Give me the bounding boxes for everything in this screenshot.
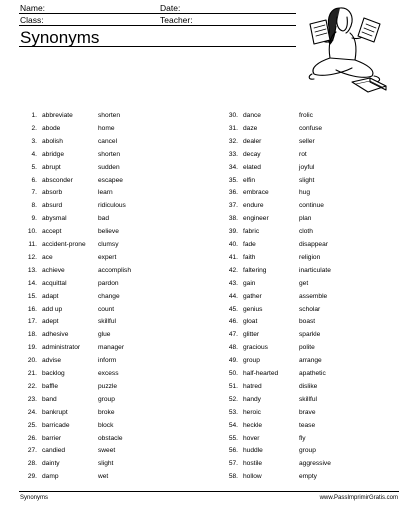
word-row: [0, 163, 418, 173]
synonym: apathetic: [299, 370, 326, 377]
row-number: 22.: [27, 382, 37, 390]
word: adhesive: [42, 331, 69, 339]
word-row: [0, 227, 418, 237]
row-number: 24.: [27, 408, 37, 416]
synonym: sparkle: [299, 331, 321, 339]
row-number: 12.: [27, 253, 37, 261]
synonym: shorten: [98, 112, 120, 119]
word-row: [0, 176, 418, 186]
row-number: 1.: [31, 112, 37, 119]
row-number: 47.: [228, 331, 238, 339]
row-number: 31.: [228, 124, 238, 132]
word: fade: [243, 241, 256, 248]
word-row: [0, 369, 418, 379]
row-number: 40.: [228, 241, 238, 248]
synonym: sudden: [98, 163, 120, 171]
synonym: get: [299, 279, 309, 287]
word: hollow: [243, 473, 262, 481]
synonym: broke: [98, 408, 115, 416]
row-number: 13.: [27, 266, 37, 274]
word: dance: [243, 112, 261, 119]
word: barrier: [42, 434, 62, 442]
synonym: shorten: [98, 150, 120, 158]
word: gather: [243, 292, 262, 300]
synonym: rot: [299, 150, 307, 158]
row-number: 8.: [31, 202, 37, 210]
reading-woman-illustration: [300, 2, 400, 102]
synonym: seller: [299, 137, 315, 145]
word: administrator: [42, 344, 81, 352]
synonym: dislike: [299, 382, 318, 390]
synonym: pardon: [98, 279, 119, 287]
word: damp: [42, 473, 59, 481]
word: hatred: [243, 382, 262, 390]
word-row: [0, 240, 418, 250]
row-number: 18.: [27, 331, 37, 339]
word-row: [0, 305, 418, 315]
synonym: learn: [98, 189, 113, 197]
row-number: 43.: [228, 279, 238, 287]
word-row: [0, 201, 418, 211]
row-number: 57.: [228, 460, 238, 468]
row-number: 53.: [228, 408, 238, 416]
word: backlog: [42, 370, 65, 377]
row-number: 46.: [228, 318, 238, 326]
row-number: 34.: [228, 163, 238, 171]
word-row: [0, 279, 418, 289]
synonym: puzzle: [98, 382, 118, 390]
word-row: [0, 317, 418, 327]
word: dainty: [42, 460, 60, 468]
word: abysmal: [42, 215, 67, 223]
row-number: 6.: [31, 176, 37, 184]
row-number: 7.: [31, 189, 37, 197]
footer-right: www.PassImprimirGratis.com: [319, 495, 398, 501]
synonym: continue: [299, 202, 324, 210]
name-line: [19, 13, 296, 14]
synonym: ridiculous: [98, 202, 126, 210]
word-row: [0, 124, 418, 134]
word: heroic: [243, 408, 261, 416]
word-row: [0, 356, 418, 366]
word: elfin: [243, 176, 256, 184]
row-number: 23.: [27, 395, 37, 403]
word: decay: [243, 150, 261, 158]
synonym: skillful: [98, 318, 116, 326]
synonym: frolic: [299, 112, 313, 119]
synonym: arrange: [299, 357, 322, 365]
row-number: 52.: [228, 395, 238, 403]
row-number: 37.: [228, 202, 238, 210]
row-number: 14.: [27, 279, 37, 287]
word: barricade: [42, 421, 70, 429]
word-row: [0, 459, 418, 469]
word: handy: [243, 395, 261, 403]
word-row: [0, 382, 418, 392]
synonym: plan: [299, 215, 312, 223]
row-number: 29.: [27, 473, 37, 481]
word-row: [0, 150, 418, 160]
row-number: 38.: [228, 215, 238, 223]
row-number: 19.: [27, 344, 37, 352]
word-row: [0, 214, 418, 224]
word: accept: [42, 228, 62, 236]
row-number: 39.: [228, 228, 238, 236]
page-title: Synonyms: [20, 28, 100, 47]
synonym: scholar: [299, 305, 321, 313]
synonym: excess: [98, 370, 119, 377]
name-label: Name:: [20, 3, 46, 13]
word-row: [0, 434, 418, 444]
row-number: 20.: [27, 357, 37, 365]
word: glitter: [243, 331, 260, 339]
word-row: [0, 266, 418, 276]
word-row: [0, 408, 418, 418]
word: hostile: [243, 460, 263, 468]
row-number: 11.: [28, 241, 37, 248]
word-row: [0, 111, 418, 121]
word: adept: [42, 318, 59, 326]
word-row: [0, 343, 418, 353]
word: bankrupt: [42, 408, 68, 416]
word: huddle: [243, 447, 263, 455]
word: endure: [243, 202, 264, 210]
word: absurd: [42, 202, 63, 210]
row-number: 16.: [27, 305, 37, 313]
word: genius: [243, 305, 263, 313]
word-row: [0, 472, 418, 482]
word: band: [42, 395, 57, 403]
synonym: inarticulate: [299, 266, 331, 274]
row-number: 44.: [228, 292, 238, 300]
row-number: 27.: [27, 447, 37, 455]
synonym: disappear: [299, 241, 328, 248]
row-number: 56.: [228, 447, 238, 455]
synonym: escapee: [98, 176, 123, 184]
synonym: confuse: [299, 124, 323, 132]
synonym: obstacle: [98, 434, 123, 442]
word: daze: [243, 124, 258, 132]
word: abridge: [42, 150, 64, 158]
synonym: slight: [299, 176, 315, 184]
teacher-label: Teacher:: [160, 15, 193, 25]
word: abolish: [42, 137, 63, 145]
word-row: [0, 292, 418, 302]
word: abbreviate: [42, 112, 73, 119]
synonym: joyful: [299, 163, 315, 171]
row-number: 9.: [31, 215, 37, 223]
row-number: 5.: [31, 163, 37, 171]
word: add up: [42, 305, 63, 313]
row-number: 42.: [228, 266, 238, 274]
synonym: accomplish: [98, 266, 131, 274]
row-number: 33.: [228, 150, 238, 158]
word: acquittal: [42, 279, 67, 287]
word: abrupt: [42, 163, 61, 171]
word-row: [0, 188, 418, 198]
row-number: 21.: [27, 370, 37, 377]
word: half-hearted: [243, 370, 279, 377]
row-number: 49.: [228, 357, 238, 365]
row-number: 17.: [27, 318, 37, 326]
word-row: [0, 137, 418, 147]
synonym: cancel: [98, 137, 118, 145]
date-label: Date:: [160, 3, 181, 13]
row-number: 28.: [27, 460, 37, 468]
synonym: home: [98, 124, 115, 132]
word: ace: [42, 253, 53, 261]
synonym: brave: [299, 408, 316, 416]
word: hover: [243, 434, 260, 442]
row-number: 45.: [228, 305, 238, 313]
synonym: count: [98, 305, 115, 313]
row-number: 51.: [228, 382, 238, 390]
row-number: 54.: [228, 421, 238, 429]
row-number: 10.: [27, 228, 37, 236]
row-number: 26.: [27, 434, 37, 442]
word: abode: [42, 124, 61, 132]
word: candied: [42, 447, 66, 455]
synonym: fly: [299, 434, 306, 442]
word-row: [0, 446, 418, 456]
synonym: change: [98, 292, 120, 300]
synonym: manager: [98, 344, 125, 352]
word: heckle: [243, 421, 263, 429]
row-number: 4.: [31, 150, 37, 158]
row-number: 35.: [228, 176, 238, 184]
synonym: cloth: [299, 228, 313, 236]
class-line: [19, 25, 296, 26]
word: baffle: [42, 382, 59, 390]
row-number: 30.: [228, 112, 238, 119]
word: elated: [243, 163, 261, 171]
row-number: 25.: [27, 421, 37, 429]
class-label: Class:: [20, 15, 44, 25]
word: group: [243, 357, 260, 365]
footer-left: Synonyms: [20, 495, 49, 501]
synonym: polite: [299, 344, 315, 352]
synonym: inform: [98, 357, 117, 365]
word-row: [0, 421, 418, 431]
row-number: 15.: [27, 292, 37, 300]
synonym: clumsy: [98, 241, 119, 248]
word-row: [0, 395, 418, 405]
footer-divider: [19, 491, 399, 492]
row-number: 48.: [228, 344, 238, 352]
word: fabric: [243, 228, 260, 236]
word: achieve: [42, 266, 65, 274]
word: faltering: [243, 266, 267, 274]
row-number: 50.: [228, 370, 238, 377]
synonym: skillful: [299, 395, 317, 403]
word: gain: [243, 279, 256, 287]
row-number: 55.: [228, 434, 238, 442]
word: absorb: [42, 189, 63, 197]
word-row: [0, 253, 418, 263]
word: gracious: [243, 344, 268, 352]
word: engineer: [243, 215, 269, 223]
row-number: 36.: [228, 189, 238, 197]
synonym: slight: [98, 460, 114, 468]
synonym: tease: [299, 421, 316, 429]
row-number: 32.: [228, 137, 238, 145]
synonym: assemble: [299, 292, 328, 300]
synonym: bad: [98, 215, 110, 223]
word: gloat: [243, 318, 258, 326]
synonym: boast: [299, 318, 316, 326]
synonym: empty: [299, 473, 317, 481]
synonym: block: [98, 421, 114, 429]
row-number: 3.: [31, 137, 37, 145]
synonym: hug: [299, 189, 311, 197]
word: advise: [42, 357, 62, 365]
synonym: sweet: [98, 447, 116, 455]
synonym: believe: [98, 228, 119, 236]
synonym: glue: [98, 331, 111, 339]
synonym: aggressive: [299, 460, 331, 468]
word: adapt: [42, 292, 59, 300]
row-number: 58.: [228, 473, 238, 481]
row-number: 41.: [228, 253, 238, 261]
word: faith: [243, 253, 256, 261]
word: embrace: [243, 189, 269, 197]
word-row: [0, 330, 418, 340]
word: accident-prone: [42, 241, 86, 248]
synonym: group: [98, 395, 115, 403]
synonym: expert: [98, 253, 117, 261]
synonym: wet: [98, 473, 109, 481]
synonym: religion: [299, 253, 321, 261]
word: dealer: [243, 137, 262, 145]
synonym: group: [299, 447, 316, 455]
word: absconder: [42, 176, 73, 184]
row-number: 2.: [31, 124, 37, 132]
